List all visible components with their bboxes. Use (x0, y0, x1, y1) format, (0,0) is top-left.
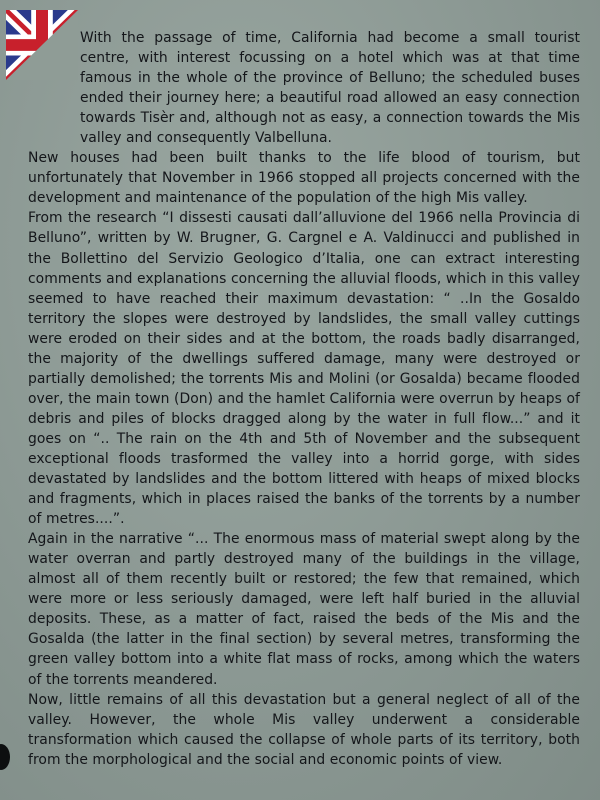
paragraph-5: Now, little remains of all this devastation but a general neglect of all of the valley. However, the whole Mis valley underwent a considerable transformation which caused the collapse of whole parts of its territory, both from the morphological and the social and economic points of view. (28, 691, 580, 768)
paragraph-2: New houses had been built thanks to the life blood of tourism, but unfortunately that November in 1966 stopped all projects concerned with the development and maintenance of the population of the high Mis valley. (28, 150, 580, 207)
paragraph-4: Again in the narrative “... The enormous mass of material swept along by the water overran and partly destroyed many of the buildings in the village, almost all of them recently built or restored; the few that remained, which were more or less seriously damaged, were left half buried in the alluvial deposits. These, as a matter of fact, raised the beds of the Mis and the Gosalda (the latter in the final section) by several metres, transforming the green valley bottom into a white flat mass of rocks, among which the waters of the torrents meandered. (28, 531, 580, 688)
mounting-hole (0, 744, 10, 770)
paragraph-3: From the research “I dissesti causati dall’alluvione del 1966 nella Provincia di Belluno”, written by W. Brugner, G. Cargnel e A. Valdinucci and published in the Bollettino del Servizio Geologico d’Italia, one can extract interesting comments and explanations concerning the alluvial floods, which in this valley seemed to have reached their maximum devastation: “ ..In the Gosaldo territory the slopes were destroyed by landslides, the small valley cuttings were eroded on their sides and at the bottom, the roads badly disarranged, the majority of the dwellings suffered damage, many were destroyed or partially demolished; the torrents Mis and Molini (or Gosalda) became flooded over, the main town (Don) and the hamlet California were overrun by heaps of debris and piles of blocks dragged along by the water in full flow...” and it goes on “.. The rain on the 4th and 5th of November and the subsequent exceptional floods trasformed the valley into a horrid gorge, with sides devastated by landslides and the bottom littered with heaps of mixed blocks and fragments, which in places raised the banks of the torrents by a number of metres....”. (28, 210, 580, 528)
paragraph-1: With the passage of time, California had become a small tourist centre, with interest focussing on a hotel which was at that time famous in the whole of the province of Belluno; the scheduled buses ended their journey here; a beautiful road allowed an easy connection towards Tisèr and, although not as easy, a connection towards the Mis valley and consequently Valbelluna. (80, 30, 580, 147)
sign-text (28, 28, 580, 770)
